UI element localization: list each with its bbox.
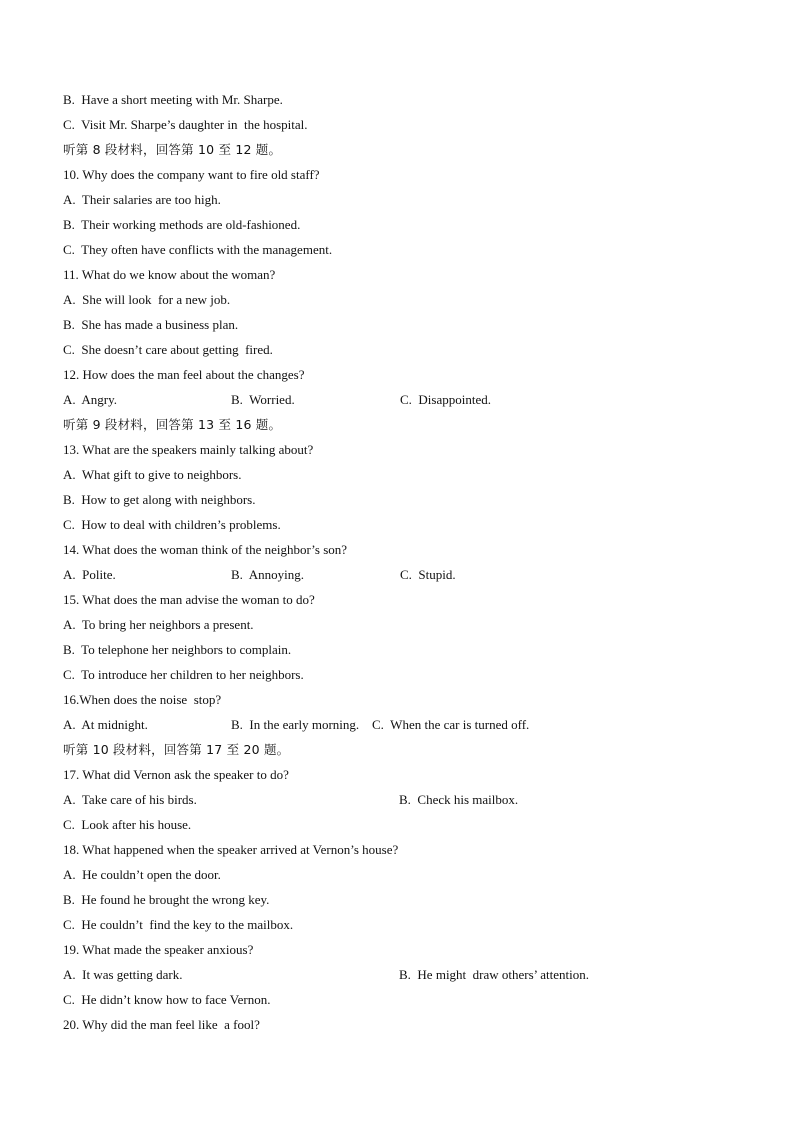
option-b: B. Check his mailbox. — [399, 792, 519, 807]
section-instruction: 听第 9 段材料，回答第 13 至 16 题。 — [63, 417, 282, 432]
option-a: A. Angry. — [63, 392, 118, 407]
question-13: 13. What are the speakers mainly talking about? — [63, 442, 314, 457]
option-line: C. He didn’t know how to face Vernon. — [63, 992, 271, 1007]
option-line: C. She doesn’t care about getting fired. — [63, 342, 273, 357]
options-row — [63, 965, 763, 990]
option-line: C. He couldn’t find the key to the mailbox. — [63, 917, 294, 932]
option-line: A. What gift to give to neighbors. — [63, 467, 242, 482]
option-line: B. She has made a business plan. — [63, 317, 239, 332]
option-b: B. Annoying. — [231, 567, 304, 582]
option-line: B. Have a short meeting with Mr. Sharpe. — [63, 92, 283, 107]
option-a: A. Take care of his birds. — [63, 792, 197, 807]
option-a: A. It was getting dark. — [63, 967, 183, 982]
option-a: A. At midnight. — [63, 717, 148, 732]
question-14: 14. What does the woman think of the neighbor’s son? — [63, 542, 348, 557]
section-instruction: 听第 8 段材料，回答第 10 至 12 题。 — [63, 142, 282, 157]
option-line: C. Look after his house. — [63, 817, 192, 832]
question-17: 17. What did Vernon ask the speaker to do? — [63, 767, 289, 782]
option-line: A. Their salaries are too high. — [63, 192, 221, 207]
question-16: 16.When does the noise stop? — [63, 692, 222, 707]
question-18: 18. What happened when the speaker arrived at Vernon’s house? — [63, 842, 399, 857]
option-b: B. He might draw others’ attention. — [399, 967, 590, 982]
question-list — [63, 90, 763, 1040]
option-a: A. Polite. — [63, 567, 116, 582]
option-c: C. Stupid. — [400, 567, 456, 582]
options-row — [63, 390, 763, 415]
section-instruction: 听第 10 段材料，回答第 17 至 20 题。 — [63, 742, 290, 757]
option-line: A. She will look for a new job. — [63, 292, 231, 307]
options-row — [63, 790, 763, 815]
option-c: C. When the car is turned off. — [372, 717, 530, 732]
option-line: C. How to deal with children’s problems. — [63, 517, 281, 532]
option-line: B. How to get along with neighbors. — [63, 492, 256, 507]
option-line: A. To bring her neighbors a present. — [63, 617, 254, 632]
question-11: 11. What do we know about the woman? — [63, 267, 276, 282]
option-line: B. To telephone her neighbors to complain. — [63, 642, 292, 657]
option-line: C. Visit Mr. Sharpe’s daughter in the hospital. — [63, 117, 308, 132]
option-line: B. Their working methods are old-fashioned. — [63, 217, 301, 232]
question-12: 12. How does the man feel about the changes? — [63, 367, 305, 382]
options-row — [63, 565, 763, 590]
option-c: C. Disappointed. — [400, 392, 491, 407]
option-line: C. They often have conflicts with the management. — [63, 242, 333, 257]
option-b: B. In the early morning. — [231, 717, 360, 732]
question-19: 19. What made the speaker anxious? — [63, 942, 254, 957]
question-20: 20. Why did the man feel like a fool? — [63, 1017, 260, 1032]
option-line: A. He couldn’t open the door. — [63, 867, 221, 882]
question-10: 10. Why does the company want to fire old staff? — [63, 167, 320, 182]
options-row — [63, 715, 763, 740]
option-b: B. Worried. — [231, 392, 295, 407]
option-line: C. To introduce her children to her neighbors. — [63, 667, 304, 682]
question-15: 15. What does the man advise the woman to do? — [63, 592, 315, 607]
option-line: B. He found he brought the wrong key. — [63, 892, 270, 907]
